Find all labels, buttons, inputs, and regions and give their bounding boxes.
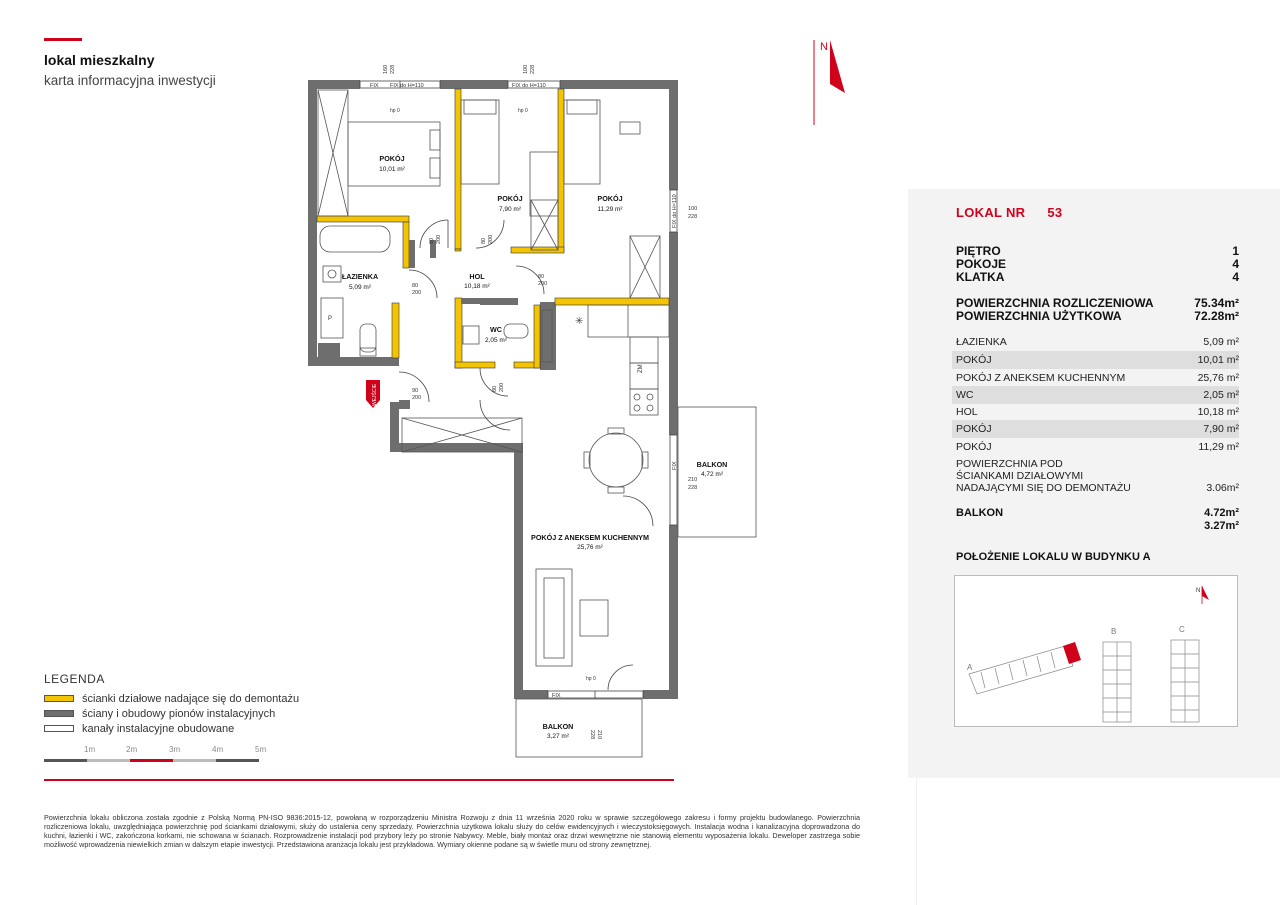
- window-label: FIX do H=110: [390, 83, 424, 89]
- legend-title: LEGENDA: [44, 672, 105, 686]
- hp-label: hp 0: [390, 108, 400, 114]
- room-area-salon: 25,76 m²: [577, 544, 603, 551]
- window-label: FIX: [552, 693, 561, 699]
- minimap-north-icon: [1196, 586, 1209, 604]
- hp-label: hp 0: [518, 108, 528, 114]
- room-value: 7,90 m²: [1203, 422, 1239, 435]
- unit-title-label: LOKAL NR: [956, 205, 1026, 220]
- room-row: [952, 369, 1239, 387]
- room-row: [952, 333, 1239, 351]
- legend-swatch-yellow: [44, 695, 74, 702]
- room-name-wc: WC: [490, 325, 502, 334]
- window-size: 100: [523, 64, 529, 74]
- area-label: POWIERZCHNIA UŻYTKOWA: [956, 309, 1122, 323]
- window-size: 228: [390, 64, 396, 74]
- scale-tick-label: 1m: [84, 745, 96, 754]
- north-arrow-icon: [814, 40, 845, 125]
- balcony-value: 4.72m²: [1204, 507, 1239, 519]
- unit-title: [956, 205, 1062, 220]
- room-name-balkon1: BALKON: [696, 460, 728, 469]
- room-area-wc: 2,05 m²: [484, 337, 508, 344]
- room-label: POKÓJ: [956, 440, 992, 453]
- partition-line: NADAJĄCYMI SIĘ DO DEMONTAŻU: [956, 482, 1131, 494]
- room-label: HOL: [956, 405, 978, 418]
- fixture-label: ZM: [638, 364, 644, 373]
- door-size: 90: [412, 388, 419, 394]
- door-size: 200: [436, 234, 442, 244]
- legend-label: ścianki działowe nadające się do demontażu: [82, 692, 300, 705]
- fixture-label: P: [328, 316, 333, 322]
- info-panel: [908, 189, 1280, 778]
- balcony-label: BALKON: [956, 507, 1004, 519]
- room-row: [952, 403, 1239, 421]
- header-accent-bar: [44, 38, 82, 41]
- window-size: 210: [596, 730, 602, 740]
- room-name-balkon2: BALKON: [542, 722, 574, 731]
- room-label: WC: [956, 388, 974, 401]
- room-label: POKÓJ: [956, 422, 992, 435]
- room-area-pokoj1: 10,01 m²: [379, 166, 405, 173]
- legend-item: [44, 691, 299, 706]
- door-size: 80: [412, 283, 419, 289]
- scale-tick-label: 3m: [169, 745, 181, 754]
- building-c: [1171, 640, 1199, 722]
- room-value: 2,05 m²: [1203, 388, 1239, 401]
- door-size: 200: [499, 382, 505, 392]
- building-label: A: [967, 663, 973, 672]
- room-area-balkon1: 4,72 m²: [700, 471, 724, 478]
- window-size: 100: [688, 206, 698, 212]
- room-area-lazienka: 5,09 m²: [348, 284, 372, 291]
- window-label: FIX: [370, 83, 379, 89]
- door-size: 80: [492, 385, 498, 392]
- window-size: 160: [383, 64, 389, 74]
- info-value: 4: [1232, 257, 1239, 271]
- legend-swatch-grey: [44, 710, 74, 717]
- room-label: POKÓJ Z ANEKSEM KUCHENNYM: [956, 371, 1126, 384]
- legend-label: kanały instalacyjne obudowane: [82, 722, 235, 735]
- door-size: 200: [412, 395, 422, 401]
- room-name-pokoj2: POKÓJ: [497, 194, 523, 203]
- building-label: C: [1179, 625, 1185, 634]
- footnote: Powierzchnia lokalu obliczona została zgodnie z Polską Normą PN-ISO 9836:2015-12, powołaną w rozporządzeniu Ministra Rozwoju z dnia 11 września 2020 roku w sprawie szczegółowego zakresu i formy projektu budowlanego. Powierzchnia rozliczeniowa lokalu, uwzględniająca powierzchnię pod ściankami działowymi, służy do ustalenia ceny sprzedaży. Powierzchnia użytkowa lokalu służy do celów ewidencyjnych i wieczystoksięgowych. Instalacja wodna i kanalizacyjna doprowadzona do kuchni, łazienki i WC, zakończona korkami, nie schowana w ścianach. Rozprowadzenie instalacji pod przybory leży po stronie Nabywcy. Meble, biały montaż oraz drzwi wewnętrzne nie stanowią elementu wyposażenia lokalu. Deweloper zastrzega sobie możliwość wprowadzenia niewielkich zmian w dalszym etapie inwestycji. Przedstawiona aranżacja lokalu jest przykładowa. Wymiary okienne podane są w świetle muru od strony zewnętrznej.: [44, 813, 860, 849]
- door-size: 200: [488, 234, 494, 244]
- door-size: 80: [538, 274, 545, 280]
- info-label: KLATKA: [956, 270, 1005, 284]
- room-value: 25,76 m²: [1197, 371, 1239, 384]
- location-title: POŁOŻENIE LOKALU W BUDYNKU A: [956, 551, 1151, 563]
- balcony-row: [956, 520, 1239, 533]
- door-swings: [399, 220, 653, 690]
- page-subtitle: karta informacyjna inwestycji: [44, 73, 216, 88]
- page-title: lokal mieszkalny: [44, 52, 155, 68]
- partition-line: POWIERZCHNIA POD: [956, 458, 1063, 470]
- building-b: [1103, 642, 1131, 722]
- partition-line: ŚCIANKAMI DZIAŁOWYMI: [956, 470, 1084, 482]
- unit-number: 53: [1047, 205, 1063, 220]
- room-value: 10,01 m²: [1197, 353, 1239, 366]
- room-area-pokoj2: 7,90 m²: [498, 206, 522, 213]
- legend: [44, 672, 299, 736]
- info-label: PIĘTRO: [956, 244, 1001, 258]
- info-row: [956, 271, 1239, 284]
- scale-tick-label: 2m: [126, 745, 138, 754]
- vent-icon: ✳: [575, 316, 584, 327]
- furniture: [318, 90, 756, 757]
- door-size: 200: [412, 290, 422, 296]
- scale-tick-label: 5m: [255, 745, 267, 754]
- room-label: ŁAZIENKA: [956, 335, 1007, 348]
- room-value: 11,29 m²: [1198, 440, 1239, 453]
- room-row: [952, 386, 1239, 404]
- room-row: [952, 438, 1239, 456]
- minimap-north-label: N: [1196, 588, 1201, 594]
- compass-label: N: [820, 41, 828, 53]
- window-label: FIX do H=110: [672, 194, 678, 228]
- window-size: 210: [688, 477, 698, 483]
- legend-label: ściany i obudowy pionów instalacyjnych: [82, 707, 276, 720]
- window-size: 228: [688, 214, 698, 220]
- room-value: 10,18 m²: [1197, 405, 1239, 418]
- room-area-balkon2: 3,27 m²: [546, 733, 570, 740]
- room-name-lazienka: ŁAZIENKA: [341, 272, 379, 281]
- bottom-accent-rule: [44, 779, 674, 781]
- room-name-pokoj1: POKÓJ: [379, 154, 405, 163]
- info-value: 1: [1232, 244, 1239, 258]
- legend-item: [44, 721, 299, 736]
- building-location-map: [954, 575, 1238, 727]
- room-name-hol: HOL: [469, 272, 485, 281]
- legend-item: [44, 706, 299, 721]
- building-a: [969, 646, 1073, 694]
- balcony-row: [956, 507, 1239, 520]
- scale-tick-label: 4m: [212, 745, 224, 754]
- info-label: POKOJE: [956, 257, 1007, 271]
- building-label: B: [1111, 627, 1117, 636]
- room-area-pokoj3: 11,29 m²: [597, 206, 623, 213]
- window-size: 228: [530, 64, 536, 74]
- door-size: 200: [538, 281, 548, 287]
- balcony-value: 3.27m²: [1204, 520, 1239, 532]
- room-row: [952, 420, 1239, 438]
- legend-swatch-white: [44, 725, 74, 732]
- partition-value: 3.06m²: [1206, 482, 1239, 494]
- room-row: [952, 351, 1239, 369]
- floor-plan: [290, 30, 828, 750]
- area-value: 75.34m²: [1194, 296, 1239, 310]
- window-label: FIX: [672, 461, 678, 470]
- room-label: POKÓJ: [956, 353, 992, 366]
- window-size: 228: [589, 730, 595, 740]
- area-label: POWIERZCHNIA ROZLICZENIOWA: [956, 296, 1154, 310]
- window-label: FIX do H=110: [512, 83, 546, 89]
- info-value: 4: [1232, 270, 1239, 284]
- room-name-salon: POKÓJ Z ANEKSEM KUCHENNYM: [531, 533, 649, 542]
- entrance-marker: [366, 380, 380, 408]
- partition-row: [952, 458, 1239, 494]
- hp-label: hp 0: [586, 676, 596, 682]
- door-size: 80: [429, 237, 435, 244]
- door-size: 80: [481, 237, 487, 244]
- scale-bar: [44, 745, 276, 769]
- room-area-hol: 10,18 m²: [464, 283, 490, 290]
- panel-lower-area: [916, 779, 1280, 905]
- window-size: 228: [688, 485, 698, 491]
- room-value: 5,09 m²: [1203, 335, 1239, 348]
- room-name-pokoj3: POKÓJ: [597, 194, 623, 203]
- area-row: [956, 310, 1239, 323]
- area-value: 72.28m²: [1194, 309, 1239, 323]
- entrance-label: WEJŚCIE: [372, 383, 378, 406]
- partition-label: [956, 458, 1131, 494]
